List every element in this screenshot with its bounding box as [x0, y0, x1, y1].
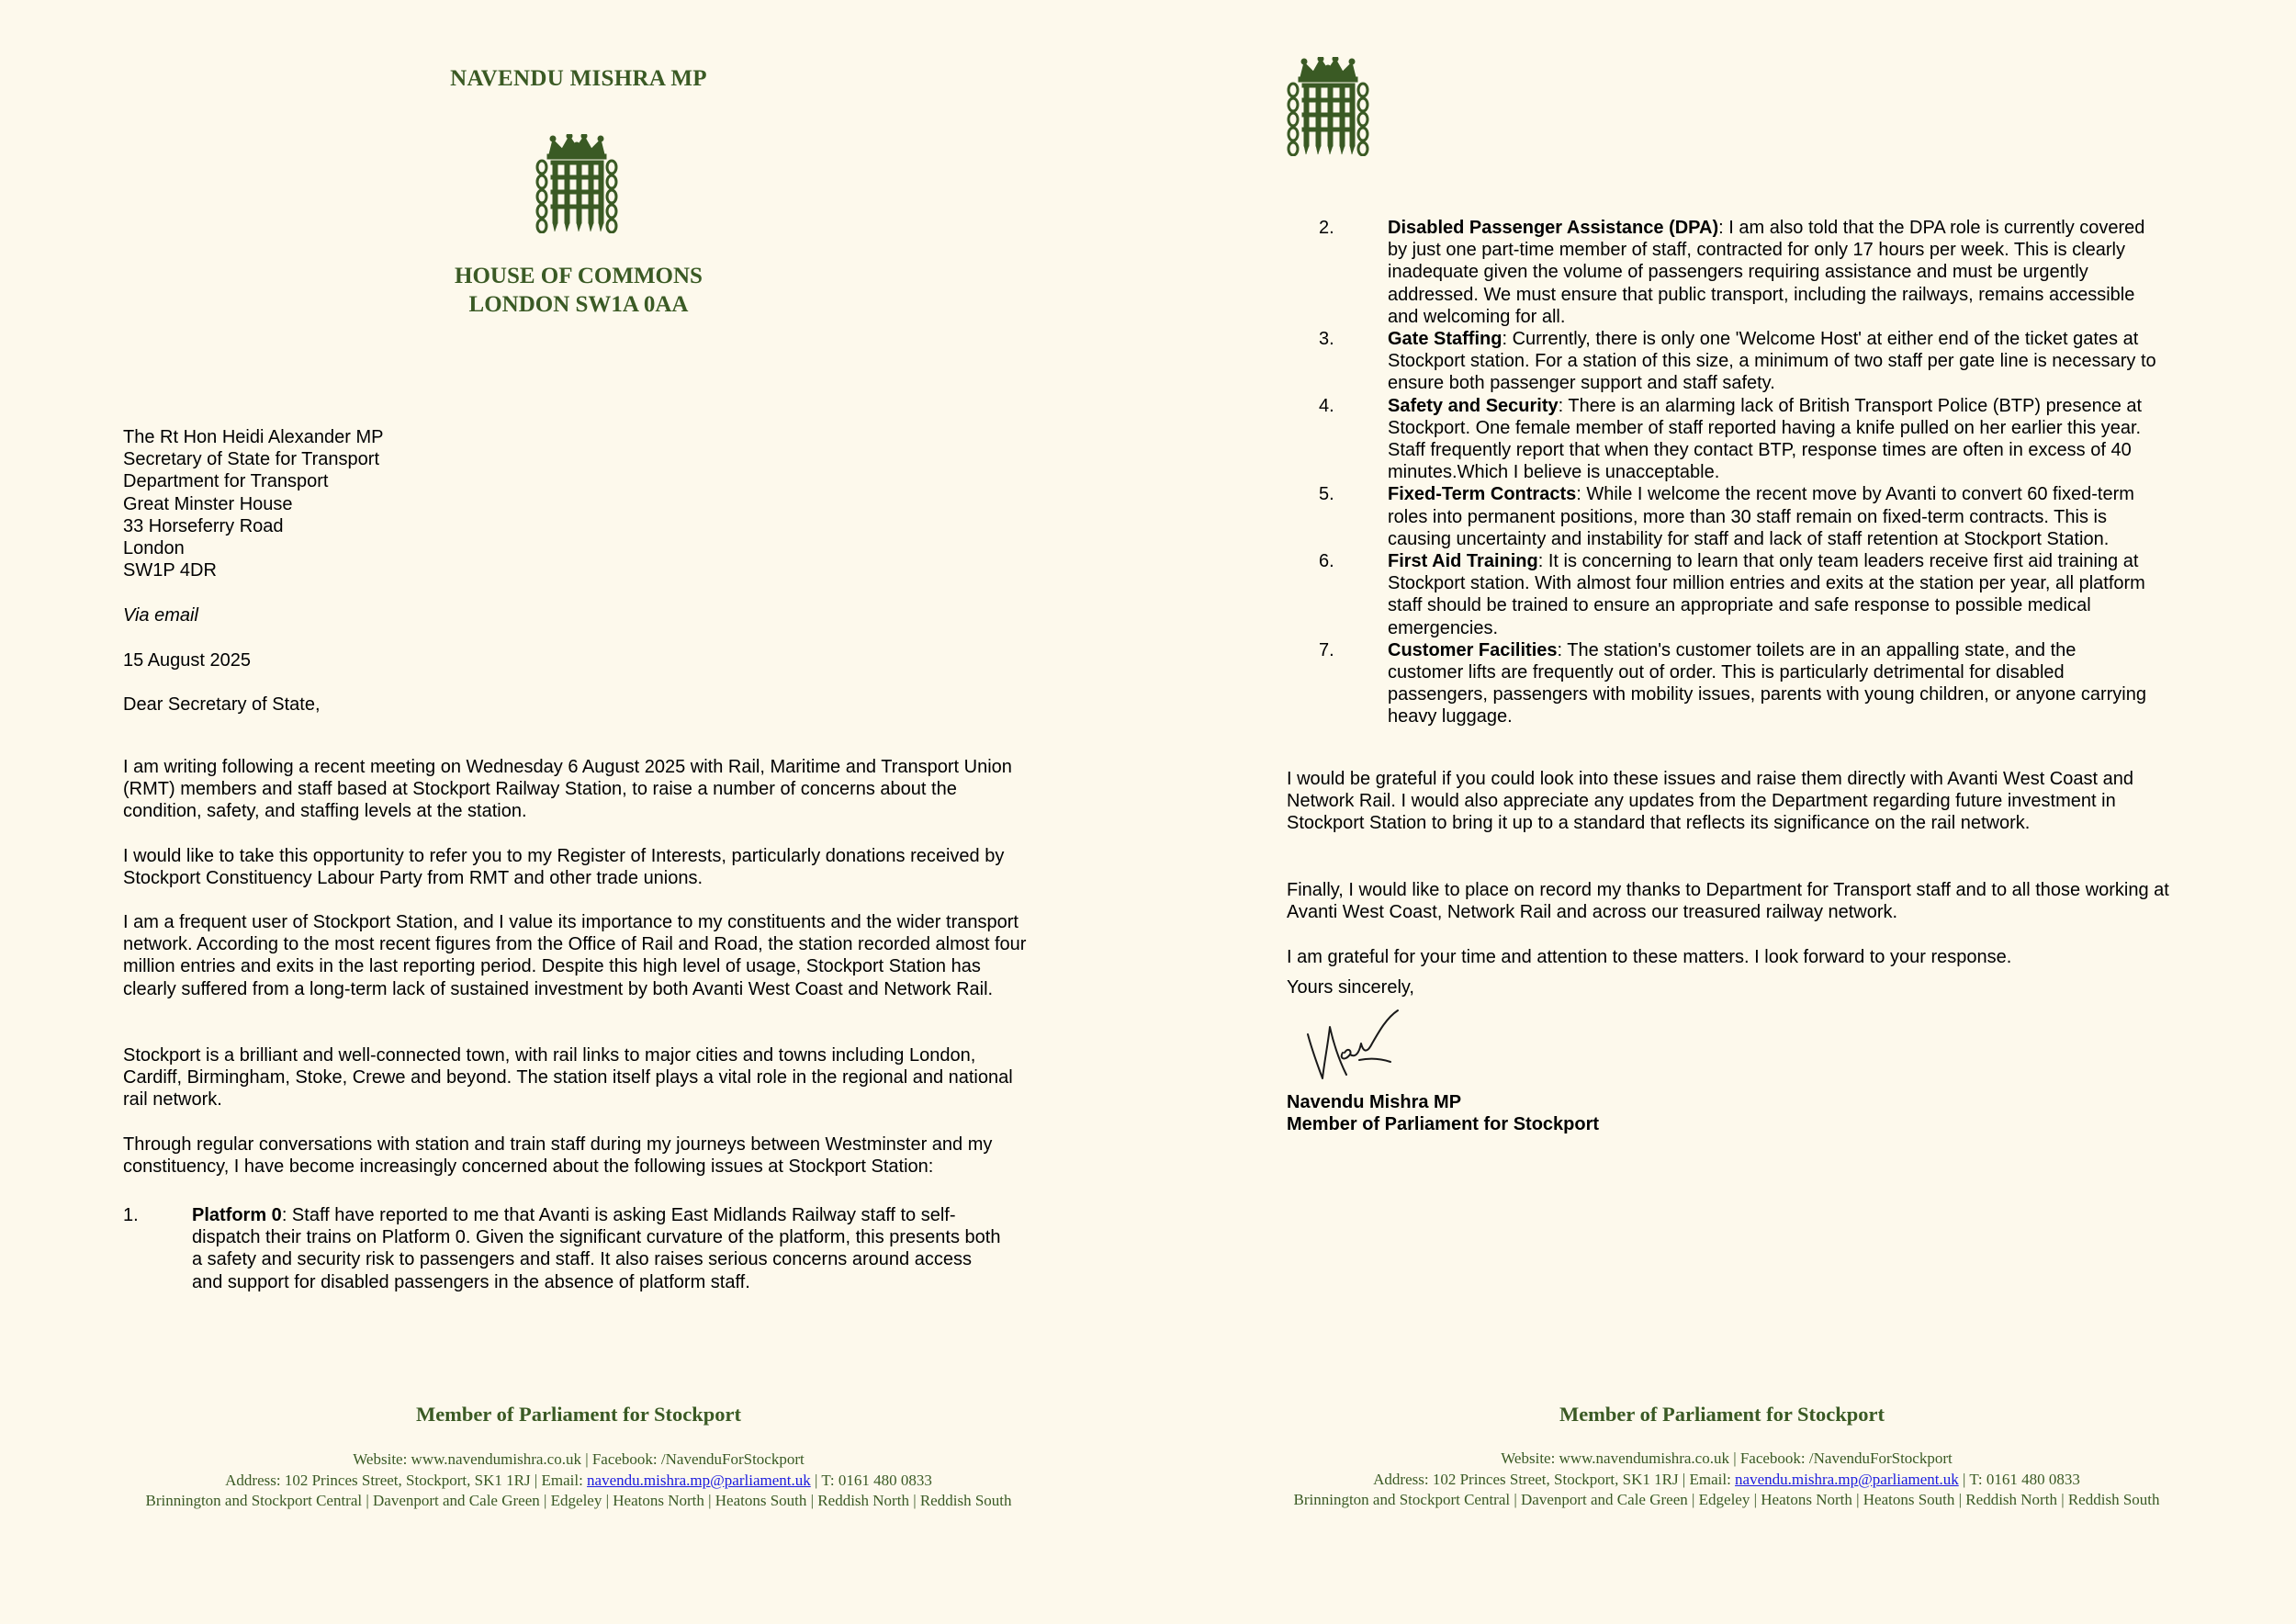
- footer-address-prefix: Address: 102 Princes Street, Stockport, SK1 1RJ | Email:: [225, 1471, 588, 1489]
- list-item-text: : Currently, there is only one 'Welcome Host' at either end of the ticket gates at Stockport station. For a station of this size, a minimum of two staff per gate line is necessary to ensure both passenger support and staff safety.: [1388, 329, 2156, 394]
- issues-list-part-2: [1319, 217, 2156, 728]
- footer-website: Website: www.navendumishra.co.uk | Facebook: /NavenduForStockport: [1501, 1449, 1953, 1467]
- list-item-number: 1.: [123, 1205, 139, 1225]
- portcullis-icon: [1286, 57, 1370, 156]
- recipient-line: Department for Transport: [123, 471, 329, 492]
- list-item-number: 2.: [1319, 218, 1334, 238]
- list-item-title: Platform 0: [192, 1205, 282, 1225]
- salutation: Dear Secretary of State,: [123, 694, 321, 715]
- body-paragraph: Through regular conversations with station and train staff during my journeys between Westminster and my constituency, I have become increasingly concerned about the following issues at Stockport Station:: [123, 1134, 993, 1178]
- footer-website: Website: www.navendumishra.co.uk | Facebook: /NavenduForStockport: [353, 1450, 805, 1468]
- recipient-line: 33 Horseferry Road: [123, 515, 284, 536]
- footer-address: [1272, 1470, 2181, 1491]
- recipient-line: The Rt Hon Heidi Alexander MP: [123, 427, 384, 447]
- handwritten-signature: [1302, 1007, 1403, 1090]
- signer-title: Member of Parliament for Stockport: [1287, 1114, 1600, 1135]
- list-item-title: Fixed-Term Contracts: [1388, 484, 1577, 505]
- list-item-text: : Staff have reported to me that Avanti is asking East Midlands Railway staff to self-dispatch their trains on Platform 0. Given the significant curvature of the platform, this presents both a safety and security risk to passengers and staff. It also raises serious concerns around access and support for disabled passengers in the absence of platform staff.: [192, 1205, 1001, 1292]
- list-item-title: Gate Staffing: [1388, 329, 1503, 350]
- house-line-2: LONDON SW1A 0AA: [468, 292, 689, 317]
- recipient-line: Great Minster House: [123, 493, 293, 514]
- recipient-line: Secretary of State for Transport: [123, 449, 380, 470]
- recipient-line: London: [123, 538, 185, 559]
- signer-name: Navendu Mishra MP: [1287, 1092, 1462, 1112]
- recipient-line: SW1P 4DR: [123, 560, 217, 581]
- footer-address-prefix: Address: 102 Princes Street, Stockport, SK1 1RJ | Email:: [1373, 1470, 1736, 1488]
- footer-contact: [1272, 1449, 2181, 1511]
- sign-off: Yours sincerely,: [1287, 977, 1414, 998]
- list-item-number: 6.: [1319, 551, 1334, 572]
- email-link[interactable]: navendu.mishra.mp@parliament.uk: [1735, 1470, 1959, 1488]
- body-paragraph: I would like to take this opportunity to refer you to my Register of Interests, particularly donations received by Stockport Constituency Labour Party from RMT and other trade unions.: [123, 846, 1005, 889]
- list-item-title: Safety and Security: [1388, 395, 1559, 416]
- footer-wards: Brinnington and Stockport Central | Davenport and Cale Green | Edgeley | Heatons North | Heatons South | Reddish North | Reddish South: [1293, 1491, 2160, 1508]
- mp-name-heading: NAVENDU MISHRA MP: [450, 66, 707, 91]
- closing-paragraph: Finally, I would like to place on record my thanks to Department for Transport staff and to all those working at Avanti West Coast, Network Rail and across our treasured railway network.: [1287, 880, 2169, 923]
- email-link[interactable]: navendu.mishra.mp@parliament.uk: [587, 1471, 811, 1489]
- list-item-title: Disabled Passenger Assistance (DPA): [1388, 218, 1719, 238]
- list-item: [1319, 483, 2156, 550]
- footer-contact: [129, 1449, 1029, 1512]
- footer-address: [129, 1471, 1029, 1492]
- house-of-commons-address: [0, 262, 1157, 319]
- list-item-text: : It is concerning to learn that only team leaders receive first aid training at Stockport station. With almost four million entries and exits at the station per year, all platform staff should be trained to ensure an appropriate and safe response to possible medical emergencies.: [1388, 551, 2145, 638]
- list-item: [1319, 395, 2156, 484]
- portcullis-icon: [535, 134, 619, 233]
- list-item: [1319, 217, 2156, 328]
- recipient-address: [123, 426, 383, 581]
- list-item: [1319, 328, 2156, 395]
- body-paragraph: I am writing following a recent meeting on Wednesday 6 August 2025 with Rail, Maritime and Transport Union (RMT) members and staff based at Stockport Railway Station, to raise a number of concerns about the condition, safety, and staffing levels at the station.: [123, 757, 1012, 822]
- letter-date: 15 August 2025: [123, 650, 252, 671]
- footer-title: Member of Parliament for Stockport: [1559, 1403, 1885, 1426]
- body-paragraph: Stockport is a brilliant and well-connected town, with rail links to major cities and towns including London, Cardiff, Birmingham, Stoke, Crewe and beyond. The station itself plays a vital role in the regional and national rail network.: [123, 1045, 1013, 1111]
- closing-paragraph: I would be grateful if you could look into these issues and raise them directly with Avanti West Coast and Network Rail. I would also appreciate any updates from the Department regarding future investment in Stockport Station to bring it up to a standard that reflects its significance on the rail network.: [1287, 769, 2133, 834]
- list-item: [123, 1204, 1005, 1293]
- list-item-title: First Aid Training: [1388, 551, 1538, 572]
- list-item-number: 7.: [1319, 639, 1334, 660]
- list-item-text: : There is an alarming lack of British Transport Police (BTP) presence at Stockport. One female member of staff reported having a knife pulled on her earlier this year. Staff frequently report that when they contact BTP, response times are often in excess of 40 minutes.Which I believe is unacceptable.: [1388, 395, 2143, 483]
- list-item: [1319, 550, 2156, 639]
- list-item-text: : The station's customer toilets are in an appalling state, and the customer lifts are frequently out of order. This is particularly detrimental for disabled passengers, passengers with mobility issues, parents with young children, or anyone carrying heavy luggage.: [1388, 639, 2146, 727]
- list-item-number: 5.: [1319, 484, 1334, 505]
- via-email: Via email: [123, 605, 198, 626]
- footer-address-suffix: | T: 0161 480 0833: [1958, 1470, 2080, 1488]
- list-item-number: 4.: [1319, 395, 1334, 416]
- footer-wards: Brinnington and Stockport Central | Davenport and Cale Green | Edgeley | Heatons North | Heatons South | Reddish North | Reddish South: [145, 1492, 1012, 1509]
- list-item-text: : I am also told that the DPA role is currently covered by just one part-time member of staff, contracted for only 17 hours per week. This is clearly inadequate given the volume of passengers requiring assistance and must be urgently addressed. We must ensure that public transport, including the railways, remains accessible and welcoming for all.: [1388, 218, 2145, 327]
- house-line-1: HOUSE OF COMMONS: [455, 264, 703, 288]
- list-item-title: Customer Facilities: [1388, 639, 1558, 660]
- list-item: [1319, 639, 2156, 728]
- closing-paragraph: I am grateful for your time and attention to these matters. I look forward to your response.: [1287, 947, 2012, 967]
- signer-block: [1287, 1091, 1599, 1135]
- list-item-number: 3.: [1319, 329, 1334, 350]
- body-paragraph: I am a frequent user of Stockport Station, and I value its importance to my constituents and the wider transport network. According to the most recent figures from the Office of Rail and Road, the station recorded almost four million entries and exits in the last reporting period. Despite this high level of usage, Stockport Station has clearly suffered from a long-term lack of sustained investment by both Avanti West Coast and Network Rail.: [123, 912, 1027, 999]
- issues-list-part-1: [123, 1204, 1005, 1293]
- list-item-text: : While I welcome the recent move by Avanti to convert 60 fixed-term roles into permanent positions, more than 30 staff remain on fixed-term contracts. This is causing uncertainty and instability for staff and lack of staff retention at Stockport Station.: [1388, 484, 2134, 549]
- footer-address-suffix: | T: 0161 480 0833: [810, 1471, 932, 1489]
- footer-title: Member of Parliament for Stockport: [415, 1403, 742, 1426]
